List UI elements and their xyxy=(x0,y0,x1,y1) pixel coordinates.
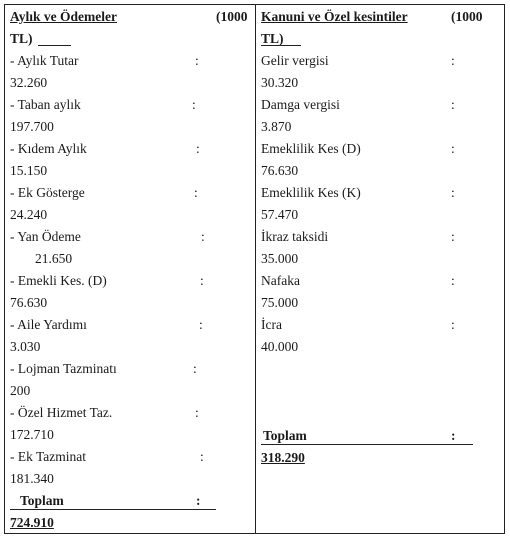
payments-item-label: - Kıdem Aylık xyxy=(10,141,87,156)
payments-item-label: - Ek Tazminat xyxy=(10,449,87,464)
payments-total-value: 724.910 xyxy=(10,515,54,530)
deductions-item-value: 40.000 xyxy=(261,339,299,354)
deductions-item-colon: : xyxy=(451,185,455,200)
deductions-item-value: 35.000 xyxy=(261,251,299,266)
payments-item-colon: : xyxy=(199,317,203,332)
payments-total-underline xyxy=(10,509,216,510)
payments-total-label: Toplam xyxy=(20,493,64,508)
payments-item-label: - Aylık Tutar xyxy=(10,53,79,68)
deductions-total-colon: : xyxy=(451,428,456,443)
deductions-header-title: Kanuni ve Özel kesintiler xyxy=(261,9,408,24)
deductions-item-label: İkraz taksidi xyxy=(261,229,329,244)
deductions-item-colon: : xyxy=(451,97,455,112)
deductions-item-label: Emeklilik Kes (D) xyxy=(261,141,361,156)
payments-item-value: 76.630 xyxy=(10,295,48,310)
payments-item-colon: : xyxy=(196,141,200,156)
payments-item-colon: : xyxy=(200,449,204,464)
payments-item-colon: : xyxy=(195,53,199,68)
payments-item-colon: : xyxy=(195,405,199,420)
deductions-item-label: Gelir vergisi xyxy=(261,53,329,68)
payments-header-unit: (1000 xyxy=(216,9,248,24)
payments-item-value: 21.650 xyxy=(35,251,73,266)
payments-item-colon: : xyxy=(193,361,197,376)
deductions-header-underline xyxy=(261,45,301,46)
column-divider xyxy=(255,5,256,533)
deductions-header-unit-suffix: TL) xyxy=(261,31,284,46)
payments-item-value: 32.260 xyxy=(10,75,48,90)
payments-item-colon: : xyxy=(194,185,198,200)
payments-item-label: - Aile Yardımı xyxy=(10,317,87,332)
payments-item-label: - Özel Hizmet Taz. xyxy=(10,405,113,420)
payments-item-value: 15.150 xyxy=(10,163,48,178)
deductions-item-value: 3.870 xyxy=(261,119,292,134)
payments-item-value: 200 xyxy=(10,383,31,398)
payments-item-label: - Lojman Tazminatı xyxy=(10,361,117,376)
payments-item-colon: : xyxy=(192,97,196,112)
deductions-item-label: Nafaka xyxy=(261,273,300,288)
deductions-item-colon: : xyxy=(451,317,455,332)
payments-total-colon: : xyxy=(196,493,201,508)
payments-item-value: 181.340 xyxy=(10,471,54,486)
deductions-total-label: Toplam xyxy=(263,428,307,443)
deductions-total-underline xyxy=(261,444,473,445)
payroll-table xyxy=(4,4,505,534)
deductions-item-label: İcra xyxy=(261,317,282,332)
payments-item-label: - Taban aylık xyxy=(10,97,81,112)
payments-item-label: - Yan Ödeme xyxy=(10,229,81,244)
payments-item-label: - Emekli Kes. (D) xyxy=(10,273,107,288)
deductions-item-label: Emeklilik Kes (K) xyxy=(261,185,361,200)
payments-item-value: 197.700 xyxy=(10,119,54,134)
deductions-item-value: 57.470 xyxy=(261,207,299,222)
deductions-item-colon: : xyxy=(451,141,455,156)
payments-item-value: 172.710 xyxy=(10,427,54,442)
deductions-item-colon: : xyxy=(451,273,455,288)
payments-header-unit-suffix: TL) xyxy=(10,31,33,46)
deductions-item-colon: : xyxy=(451,53,455,68)
deductions-item-value: 30.320 xyxy=(261,75,299,90)
payments-item-colon: : xyxy=(201,229,205,244)
payments-item-value: 3.030 xyxy=(10,339,41,354)
deductions-item-label: Damga vergisi xyxy=(261,97,340,112)
payments-header-underline xyxy=(38,45,71,46)
payments-item-value: 24.240 xyxy=(10,207,48,222)
deductions-header-unit: (1000 xyxy=(451,9,483,24)
payments-item-colon: : xyxy=(200,273,204,288)
deductions-total-value: 318.290 xyxy=(261,450,305,465)
deductions-item-value: 75.000 xyxy=(261,295,299,310)
deductions-item-value: 76.630 xyxy=(261,163,299,178)
payments-header-title: Aylık ve Ödemeler xyxy=(10,9,117,24)
deductions-item-colon: : xyxy=(451,229,455,244)
payments-item-label: - Ek Gösterge xyxy=(10,185,85,200)
